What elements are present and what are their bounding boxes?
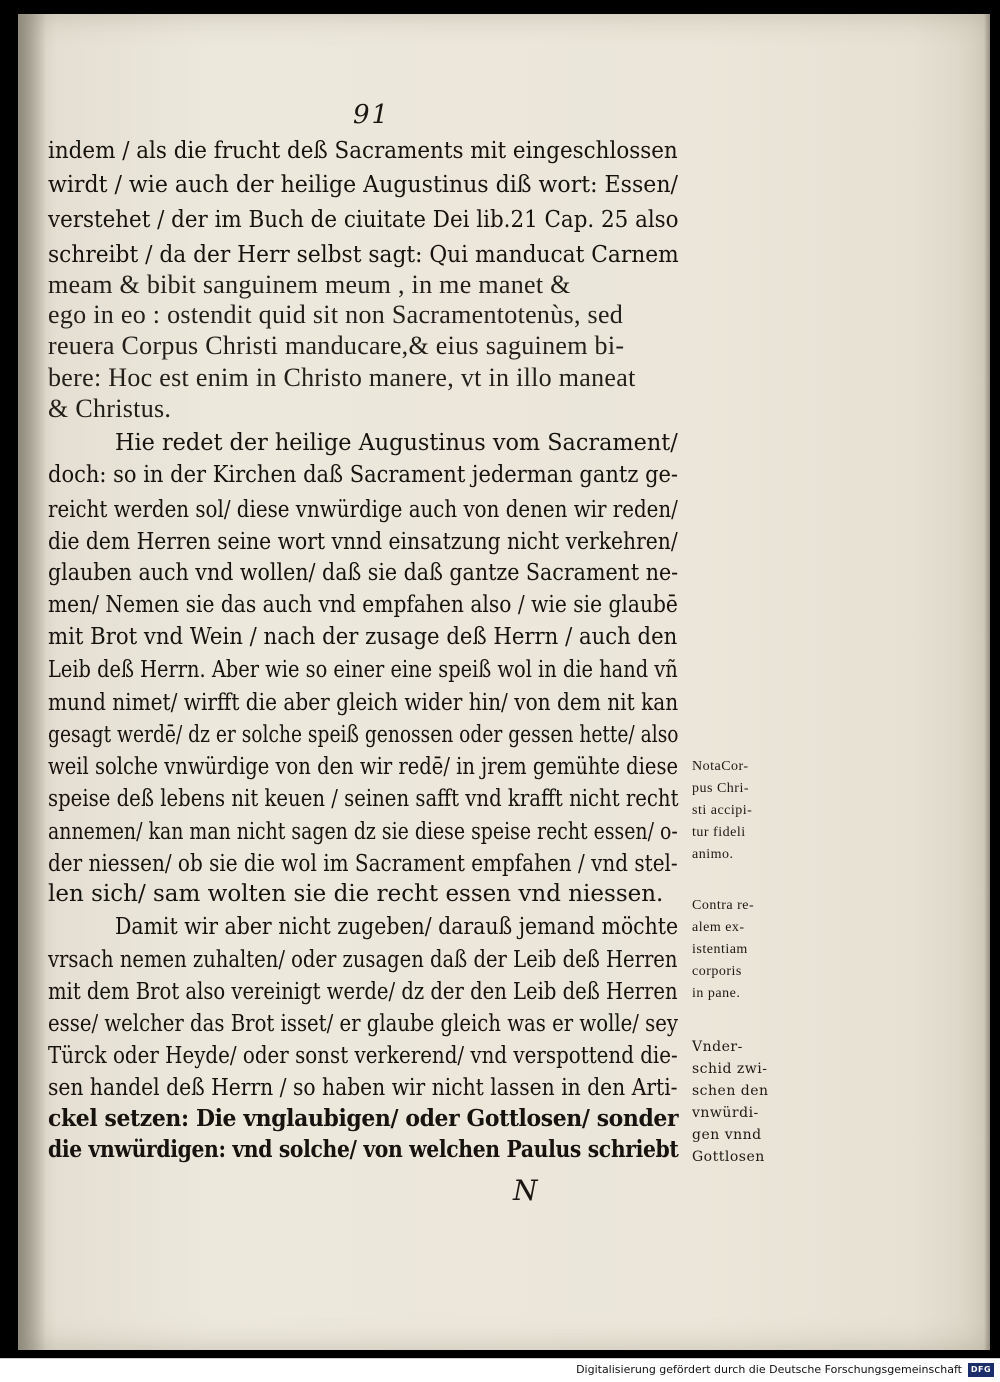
text-line: verstehet / der im Buch de ciuitate Dei lib.21 Cap. 25 also (48, 207, 679, 233)
text-line: men/ Nemen sie das auch vnd empfahen also / wie sie glaubē (48, 592, 678, 618)
text-line: glauben auch vnd wollen/ daß sie daß gantze Sacrament ne- (48, 560, 679, 586)
text-line: esse/ welcher das Brot isset/ er glaube gleich was er wolle/ sey (48, 1011, 679, 1037)
margin-note-line: schen den (692, 1083, 769, 1099)
margin-note-line: schid zwi- (692, 1061, 768, 1077)
margin-note-line: Contra re- (692, 898, 755, 913)
text-line: annemen/ kan man nicht sagen dz sie diese speise recht essen/ o- (48, 819, 678, 845)
text-line: reicht werden sol/ diese vnwürdige auch von denen wir reden/ (48, 497, 678, 523)
margin-note-line: alem ex- (692, 920, 745, 935)
margin-note-line: sti accipi- (692, 803, 753, 818)
text-line: Türck oder Heyde/ oder sonst verkerend/ vnd verspottend die- (48, 1043, 678, 1069)
text-line: doch: so in der Kirchen daß Sacrament jederman gantz ge- (48, 462, 679, 488)
text-line: schreibt / da der Herr selbst sagt: Qui manducat Carnem (48, 242, 679, 268)
margin-note-line: animo. (692, 847, 734, 862)
book-page (18, 14, 990, 1350)
footer-credit: Digitalisierung gefördert durch die Deutsche Forschungsgemeinschaft (576, 1363, 962, 1376)
text-line: Damit wir aber nicht zugeben/ darauß jemand möchte (115, 914, 679, 940)
signature-mark: N (513, 1174, 538, 1207)
text-line: weil solche vnwürdige von den wir redē/ in jrem gemühte diese (48, 754, 679, 780)
margin-note-line: in pane. (692, 986, 741, 1001)
text-line: bere: Hoc est enim in Christo manere, vt in illo maneat (48, 363, 636, 392)
margin-note-line: NotaCor- (692, 759, 749, 774)
text-line: wirdt / wie auch der heilige Augustinus diß wort: Essen/ (48, 172, 678, 198)
text-line: reuera Corpus Christi manducare,& eius saguinem bi- (48, 331, 625, 360)
text-line: vrsach nemen zuhalten/ oder zusagen daß der Leib deß Herren (48, 947, 678, 973)
text-line: speise deß lebens nit keuen / seinen safft vnd krafft nicht recht (48, 786, 679, 812)
text-line: die vnwürdigen: vnd solche/ von welchen Paulus schriebt (48, 1136, 679, 1163)
text-line: mit dem Brot also vereinigt werde/ dz der den Leib deß Herren (48, 979, 678, 1005)
text-line: ckel setzen: Die vnglaubigen/ oder Gottlosen/ sonder (48, 1105, 679, 1132)
margin-note-line: istentiam (692, 942, 748, 957)
text-line: len sich/ sam wolten sie die recht essen vnd niessen. (48, 881, 664, 907)
text-line: ego in eo : ostendit quid sit non Sacramentotenùs, sed (48, 300, 624, 329)
text-line: mund nimet/ wirfft die aber gleich wider hin/ von dem nit kan (48, 690, 679, 716)
footer-bar (0, 1358, 1000, 1382)
margin-note-line: vnwürdi- (692, 1105, 759, 1121)
margin-note-line: gen vnnd (692, 1127, 762, 1143)
text-line: Hie redet der heilige Augustinus vom Sacrament/ (115, 430, 678, 456)
text-line: Leib deß Herrn. Aber wie so einer eine speiß wol in die hand vñ (48, 657, 678, 683)
page-number: 91 (353, 100, 391, 130)
text-line: & Christus. (48, 394, 172, 423)
text-line: meam & bibit sanguinem meum , in me manet & (48, 270, 571, 299)
margin-note-line: Gottlosen (692, 1149, 765, 1165)
margin-note-line: tur fideli (692, 825, 746, 840)
dfg-logo: DFG (968, 1363, 994, 1377)
text-line: die dem Herren seine wort vnnd einsatzung nicht verkehren/ (48, 529, 678, 555)
text-line: sen handel deß Herrn / so haben wir nicht lassen in den Arti- (48, 1075, 678, 1101)
margin-note-line: Vnder- (692, 1039, 743, 1055)
text-line: gesagt werdē/ dz er solche speiß genossen oder gessen hette/ also (48, 722, 679, 748)
text-line: der niessen/ ob sie die wol im Sacrament empfahen / vnd stel- (48, 851, 678, 877)
page-gutter (18, 14, 46, 1350)
margin-note-line: corporis (692, 964, 742, 979)
margin-note-line: pus Chri- (692, 781, 749, 796)
text-line: indem / als die frucht deß Sacraments mit eingeschlossen (48, 138, 678, 164)
text-line: mit Brot vnd Wein / nach der zusage deß Herrn / auch den (48, 624, 678, 650)
